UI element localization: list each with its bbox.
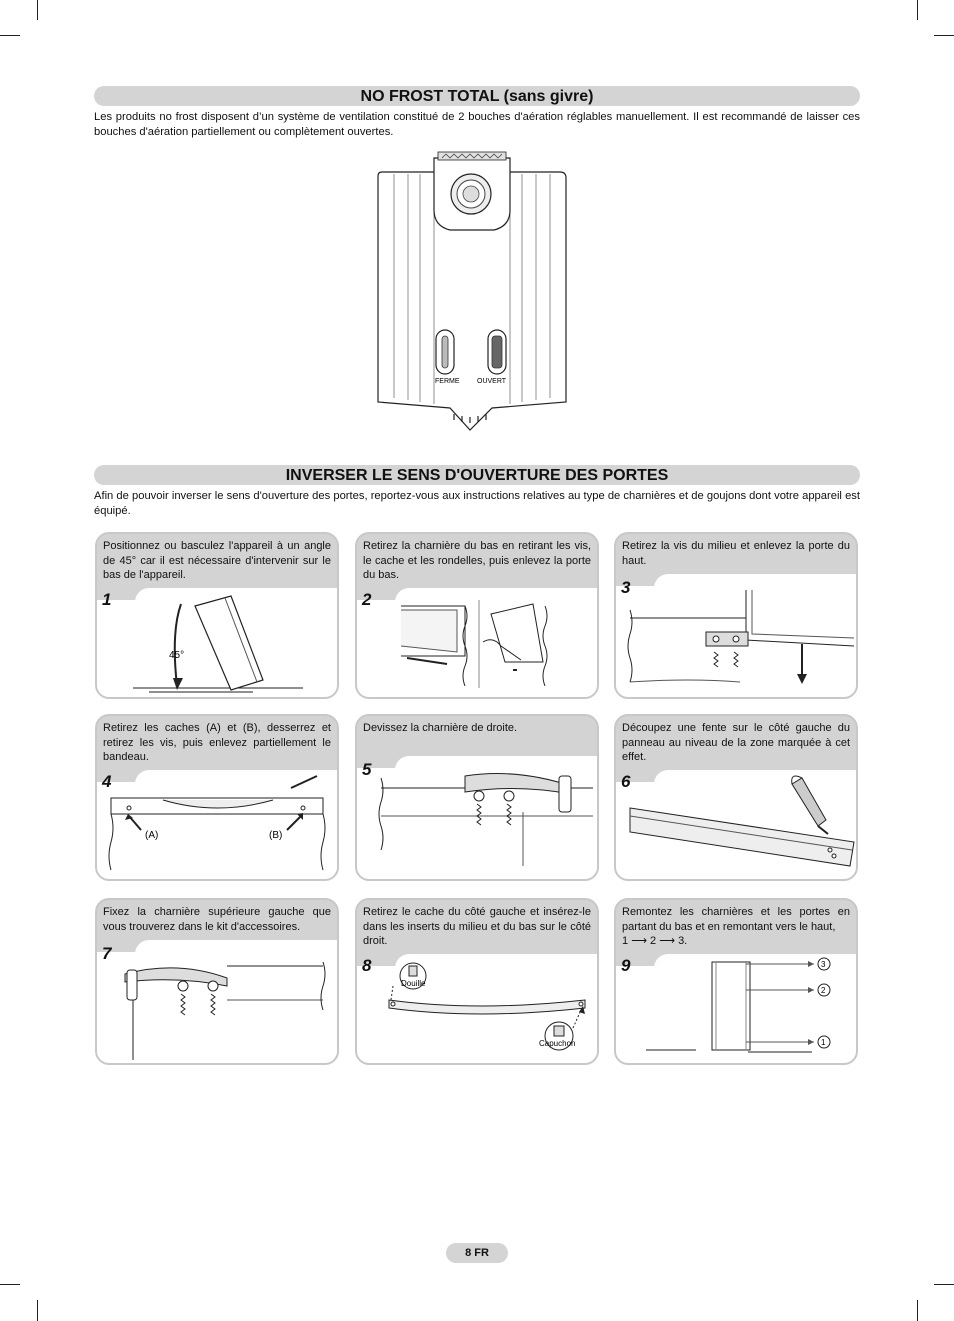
step-card-7 [95, 898, 339, 1065]
step-card-8 [355, 898, 599, 1065]
step-card-6 [614, 714, 858, 881]
step-7-text: Fixez la charnière supérieure gauche que vous trouverez dans le kit d'accessoires. [103, 906, 331, 933]
crop-mark [934, 35, 954, 36]
crop-mark [917, 0, 918, 20]
marker-3: 3 [821, 960, 826, 969]
marker-1: 1 [821, 1038, 826, 1047]
step-9-seq-1: 1 [622, 935, 629, 947]
crop-mark [37, 1300, 38, 1321]
step-3-text: Retirez la vis du milieu et enlevez la porte du haut. [622, 540, 850, 567]
step-1-text: Positionnez ou basculez l'appareil à un angle de 45° car il est nécessaire d'intervenir sur le bas de l'appareil. [103, 540, 331, 581]
step-1-diagram [97, 534, 337, 697]
crop-mark [917, 1300, 918, 1321]
step-4-diagram [97, 716, 337, 879]
step-6-diagram [616, 716, 856, 879]
step-5-diagram [357, 716, 597, 879]
step-8-text: Retirez le cache du côté gauche et insérez-le dans les inserts du milieu et du bas sur le côté droit. [363, 906, 591, 947]
vent-label-closed: FERME [435, 378, 460, 385]
marker-2: 2 [821, 986, 826, 995]
label-capuchon: Capuchon [539, 1039, 576, 1048]
step-9-seq-3: 3. [678, 935, 688, 947]
step-9-text-main: Remontez les charnières et les portes en partant du bas et en remontant vers le haut, [622, 906, 850, 933]
section-title-reverse-doors: INVERSER LE SENS D'OUVERTURE DES PORTES [94, 465, 860, 485]
step-6-text: Découpez une fente sur le côté gauche du panneau au niveau de la zone marquée à cet effet. [622, 722, 850, 763]
label-a: (A) [145, 830, 159, 841]
label-douille: Douille [401, 979, 426, 988]
reverse-doors-intro: Afin de pouvoir inverser le sens d'ouverture des portes, reportez-vous aux instructions relatives au type de charnières et de goujons dont votre appareil est équipé. [94, 490, 860, 517]
crop-mark [0, 35, 20, 36]
step-9-seq-2: 2 [650, 935, 657, 947]
crop-mark [37, 0, 38, 20]
page-number: 8 FR [446, 1243, 508, 1263]
step-card-4 [95, 714, 339, 881]
section-title-no-frost: NO FROST TOTAL (sans givre) [94, 86, 860, 106]
step-4-text: Retirez les caches (A) et (B), desserrez et retirez les vis, puis enlevez partiellement le bandeau. [103, 722, 331, 763]
step-6-number: 6 [621, 772, 631, 791]
step-3-diagram [616, 534, 856, 697]
no-frost-intro: Les produits no frost disposent d’un système de ventilation constitué de 2 bouches d'aération réglables manuellement. Il est recommandé de laisser ces bouches d'aération partiellement ou complètement ouvertes. [94, 111, 860, 138]
step-card-3 [614, 532, 858, 699]
step-7-number: 7 [102, 944, 112, 963]
step-2-number: 2 [362, 590, 372, 609]
step-9-diagram [616, 900, 856, 1063]
step-8-diagram [357, 900, 597, 1063]
step-7-diagram [97, 900, 337, 1063]
step-card-5 [355, 714, 599, 881]
step-4-number: 4 [102, 772, 112, 791]
step-8-number: 8 [362, 956, 372, 975]
label-b: (B) [269, 830, 283, 841]
step-1-number: 1 [102, 590, 112, 609]
step-card-2 [355, 532, 599, 699]
vent-label-open: OUVERT [477, 378, 507, 385]
fridge-vent-illustration [370, 146, 576, 436]
step-card-1 [95, 532, 339, 699]
step-9-number: 9 [621, 956, 631, 975]
step-3-number: 3 [621, 578, 631, 597]
step-2-diagram [357, 534, 597, 697]
angle-label: 45° [169, 650, 185, 661]
step-5-text: Devissez la charnière de droite. [363, 722, 518, 734]
arrow-right-icon: ⟶ [659, 935, 675, 947]
arrow-right-icon: ⟶ [631, 935, 647, 947]
crop-mark [934, 1284, 954, 1285]
step-card-9 [614, 898, 858, 1065]
step-2-text: Retirez la charnière du bas en retirant les vis, le cache et les rondelles, puis enlevez la porte du bas. [363, 540, 591, 581]
crop-mark [0, 1284, 20, 1285]
step-5-number: 5 [362, 760, 372, 779]
